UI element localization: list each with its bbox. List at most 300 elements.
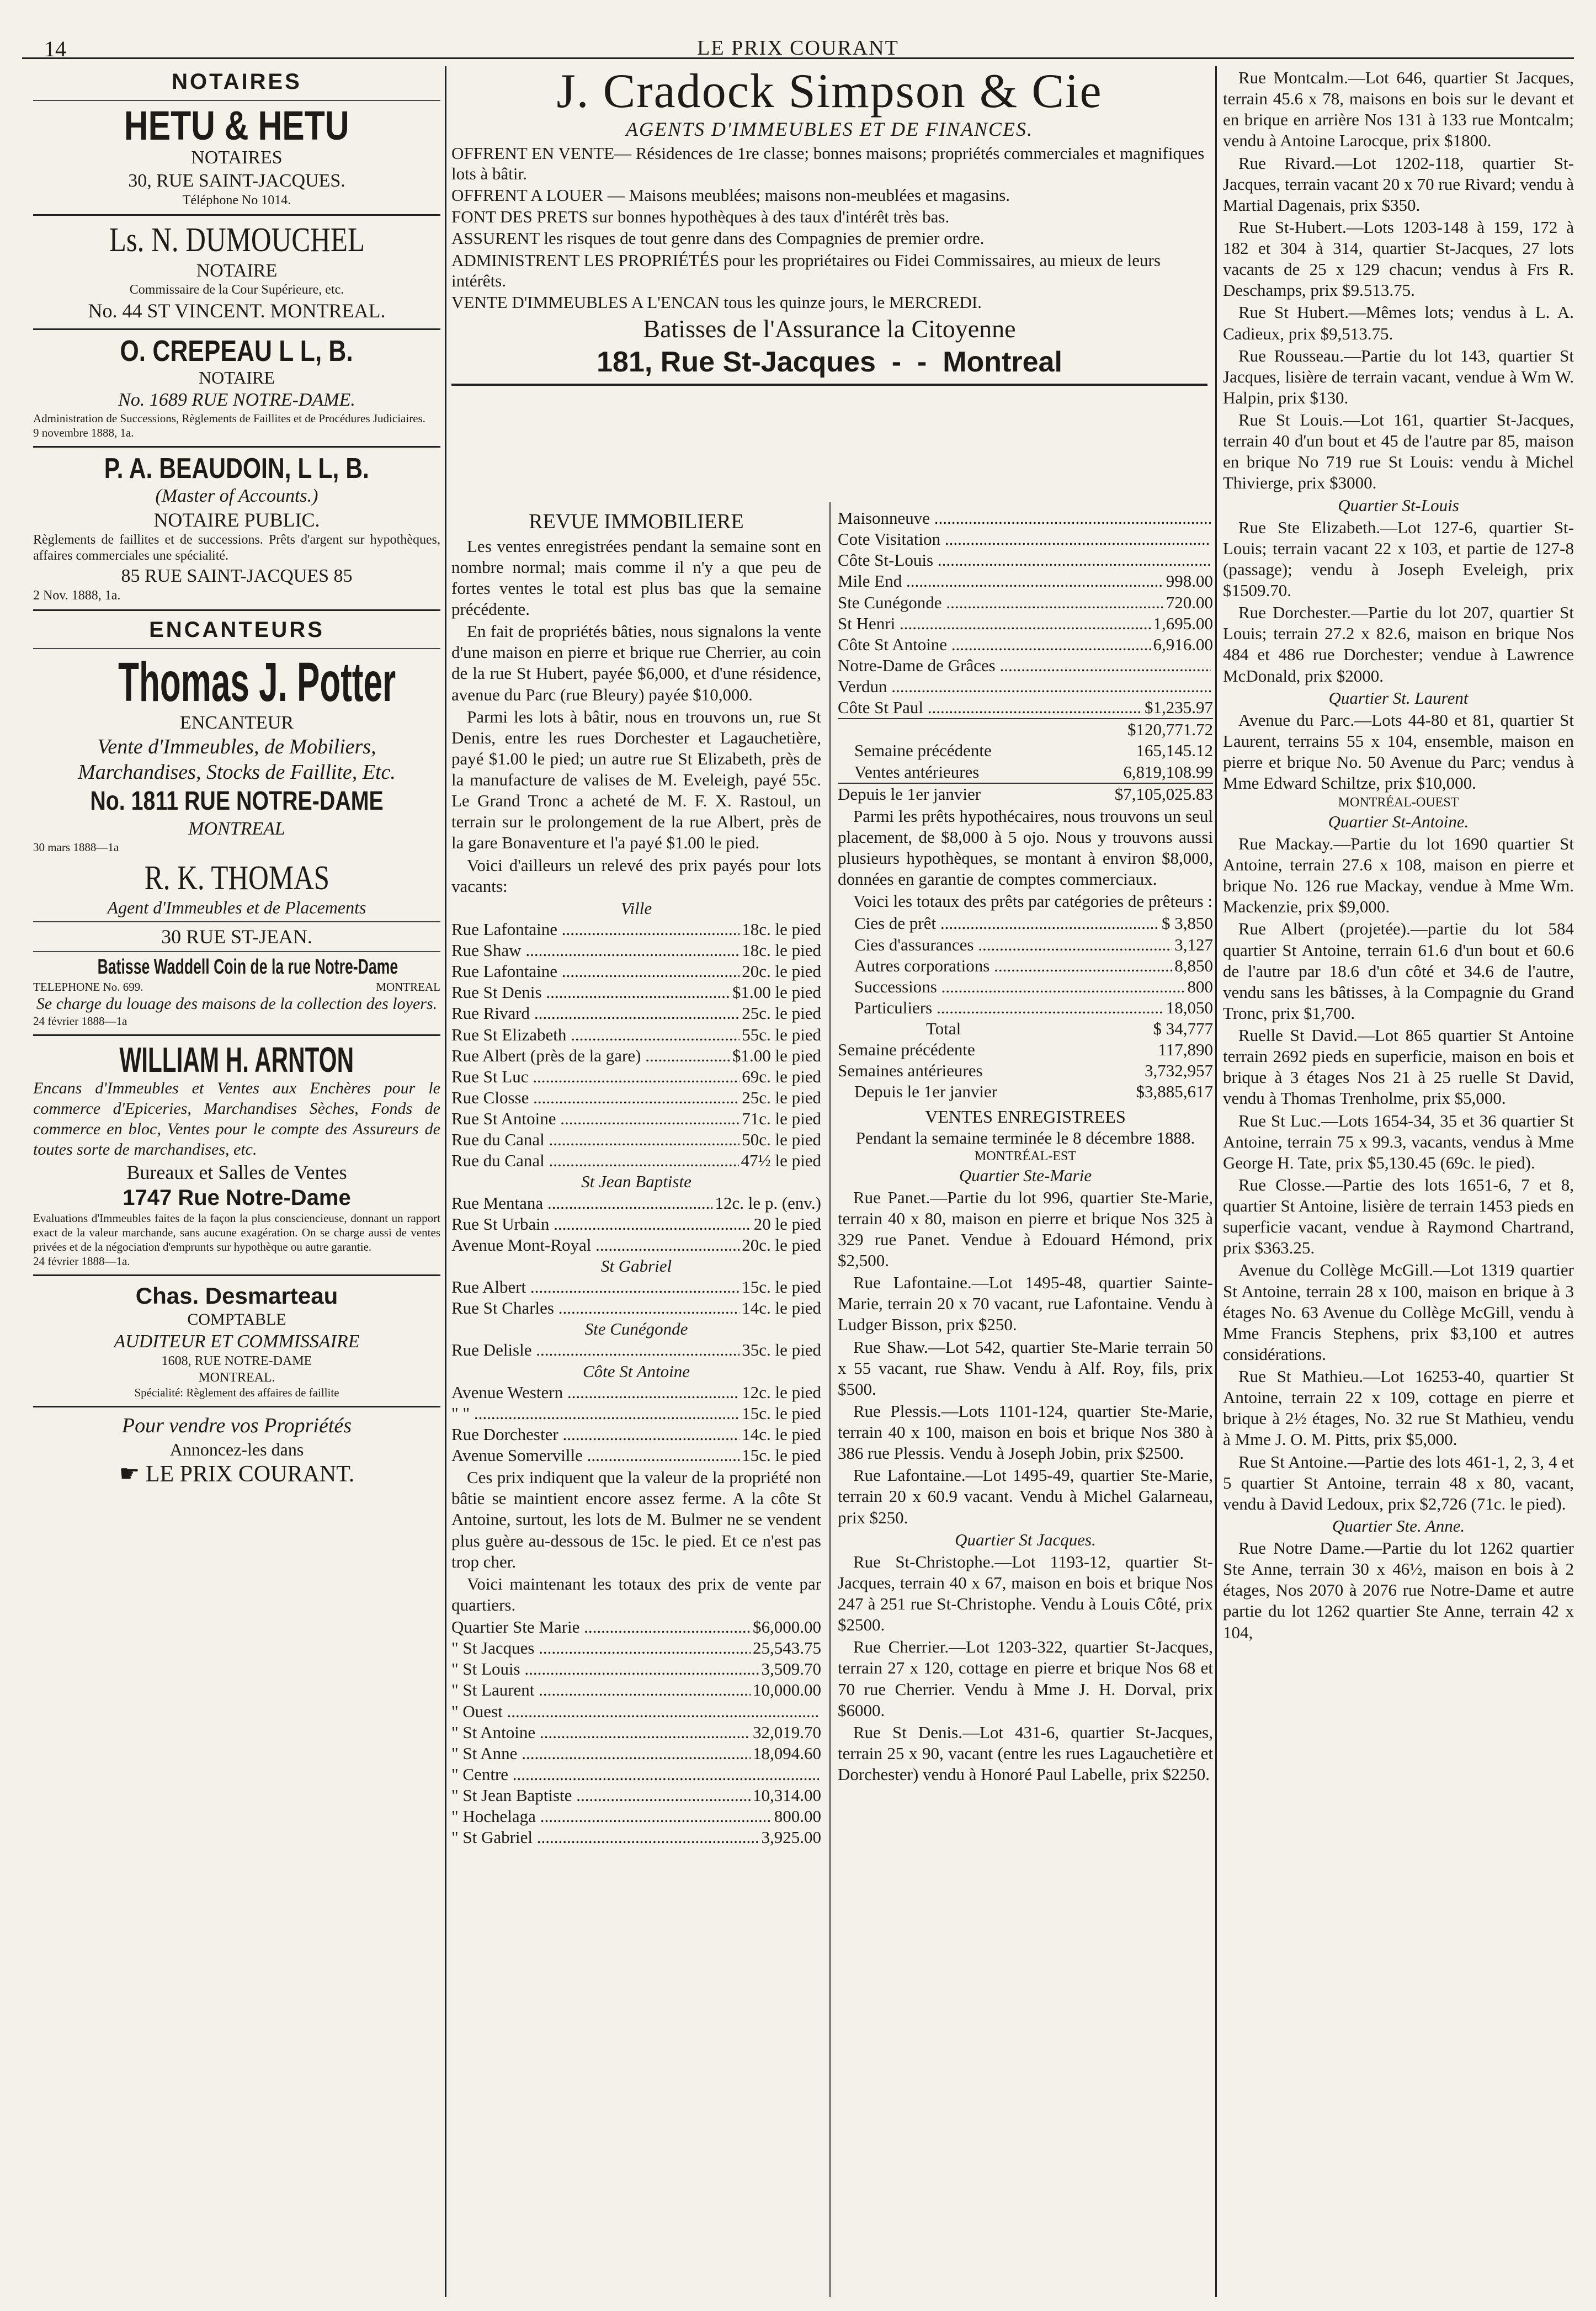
lot-price-row-label: Rue Rivard ..... [451,1003,740,1024]
pret-row-value: $ 3,850 [1162,913,1213,933]
lot-price-row-value: 12c. le p. (env.) [715,1193,821,1213]
place-row [838,529,1213,550]
revue-paragraph: Les ventes enregistrées pendant la semaine sont en nombre normal; mais comme il n'y a que peu de fortes ventes le total est plus bas que la semaine précédente. [451,536,821,619]
cradock-building: Batisses de l'Assurance la Citoyenne [643,315,1016,343]
lot-price-row [451,1003,821,1024]
section-notaires: NOTAIRES [172,70,302,94]
place-row-value [1211,550,1213,571]
quartier-heading: Quartier Ste-Marie [959,1165,1092,1185]
lot-price-row-value: 15c. le pied [742,1277,821,1297]
potter-name: Thomas J. Potter [118,651,396,714]
ad-desmarteau [33,1279,440,1402]
lot-price-row-value: 25c. le pied [742,1087,821,1107]
quartier-heading: Quartier St-Antoine. [1328,811,1469,831]
revue-paragraph: Voici maintenant les totaux des prix de vente par quartiers. [451,1574,821,1614]
quartier-row [451,1764,821,1785]
prets-paragraph: Parmi les prêts hypothécaires, nous trouvons un seul placement, de $8,000 à 5 ojo. Nous y trouvons aussi plusieurs hypothèques, se montant à environ $8,000, données en garantie de comptes commerciaux. [838,806,1213,889]
quartier-row-value: 3,925.00 [761,1827,821,1847]
dumouchel-role: NOTAIRE [196,260,278,281]
place-row-value [1211,676,1213,697]
place-row-label: Côte St-Louis ..... [838,550,1211,571]
sale-entry: Rue Lafontaine.—Lot 1495-49, quartier Ste-Marie, terrain 20 x 60.9 vacant. Vendu à Michel Galarneau, prix $250. [838,1465,1213,1527]
quartier-totals [451,1617,821,1848]
montreal-est-heading: MONTRÉAL-EST [975,1149,1076,1164]
place-row-label: Ste Cunégonde ..... [838,592,1164,613]
thomas-phone: TELEPHONE No. 699. [33,980,143,994]
hetu-role: NOTAIRES [191,147,283,168]
prev-value: 165,145.12 [1136,741,1213,761]
pret-row-value: 8,850 [1174,955,1213,975]
cradock-line: OFFRENT A LOUER — Maisons meublées; maisons non-meublées et magasins. [451,185,1010,205]
desmarteau-role2: AUDITEUR ET COMMISSAIRE [114,1331,360,1352]
pret-row [854,934,1213,955]
quartier-row-value [819,1764,821,1785]
lot-price-row-value: 18c. le pied [742,919,821,939]
lot-price-row-label: Rue Albert ..... [451,1277,740,1298]
total-label: Total [926,1019,961,1038]
lot-price-row-label: Rue Delisle ..... [451,1340,740,1361]
lot-price-row-label: Rue St Elizabeth ..... [451,1024,740,1045]
group-heading: Côte St Antoine [582,1361,690,1381]
place-row-label: Verdun ..... [838,676,1211,697]
ventes-subheading: Pendant la semaine terminée le 8 décembre 1888. [855,1128,1195,1147]
beaudoin-address: 85 RUE SAINT-JACQUES 85 [121,565,353,586]
quartier-row-label: " Centre ..... [451,1764,819,1785]
revue-immobiliere [451,502,821,2297]
desmarteau-note: Spécialité: Règlement des affaires de faillite [134,1386,339,1400]
place-row-label: St Henri ..... [838,613,1151,634]
sum-value: $120,771.72 [1127,720,1213,740]
sale-entry: Rue St-Hubert.—Lots 1203-148 à 159, 172 à 182 et 304 à 314, quartier St-Jacques, 27 lots vacants de 25 x 129 chacun; vendus à Frs R. Deschamps, prix $9.513.75. [1223,217,1574,300]
quartier-row [451,1722,821,1743]
sale-entry: Rue Dorchester.—Partie du lot 207, quartier St Louis; terrain 27.2 x 82.6, maison en brique Nos 484 et 486 rue Dorchester; vendue à Lawrence McDonald, prix $2000. [1223,603,1574,686]
desmarteau-city: MONTREAL. [198,1370,275,1385]
arnton-address: 1747 Rue Notre-Dame [123,1186,351,1210]
prets-ant-value: 3,732,957 [1145,1061,1213,1081]
newspaper-page [22,34,1574,2297]
crepeau-note: Administration de Successions, Règlements de Faillites et de Procédures Judiciaires. [33,411,425,425]
lot-price-row [451,1445,821,1466]
revue-paragraph: En fait de propriétés bâties, nous signalons la vente d'une maison en pierre et brique rue Cherrier, au coin de la rue St Hubert, payée $6,000, et d'une résidence, avenue du Parc (rue Bleury) payée $10,000. [451,621,821,704]
place-row [838,508,1213,529]
masthead-title: LE PRIX COURANT [697,36,899,60]
desmarteau-name: Chas. Desmarteau [135,1282,338,1309]
ant-value: 6,819,108.99 [1123,762,1213,782]
lot-price-row-label: Rue Lafontaine ..... [451,961,740,982]
lot-price-row-value: 47½ le pied [741,1151,821,1171]
sale-entry: Rue Cherrier.—Lot 1203-322, quartier St-Jacques, terrain 27 x 120, cottage en pierre et brique Nos 68 et 70 rue Cherrier. Vendu à Mme J. H. Dorval, prix $6000. [838,1637,1213,1720]
prets-since-label: Depuis le 1er janvier [854,1082,998,1102]
place-row-value: 998.00 [1166,571,1213,591]
place-row-label: Côte St Antoine ..... [838,634,1151,655]
potter-role: ENCANTEUR [180,713,294,734]
quartier-row [451,1743,821,1764]
hetu-address: 30, RUE SAINT-JACQUES. [128,171,345,191]
column-revue [451,66,1213,2297]
lot-price-row-label: Rue Closse ..... [451,1087,740,1108]
st-jacques-sales [838,1552,1213,1785]
quartier-row-value: 32,019.70 [753,1722,821,1742]
pret-row-value: 3,127 [1174,934,1213,954]
thomas-desc: Se charge du louage des maisons de la collection des loyers. [36,995,438,1013]
arnton-sub: Bureaux et Salles de Ventes [126,1161,347,1183]
column-ventes [1223,66,1574,2297]
crepeau-role: NOTAIRE [199,367,275,387]
prets-list [838,913,1213,1018]
place-row-value: 1,695.00 [1153,613,1213,633]
sale-entry: Rue Montcalm.—Lot 646, quartier St Jacques, terrain 45.6 x 78, maisons en bois sur le devant et en brique en arrière Nos 131 à 133 rue Montcalm; vendu à Antoine Larocque, prix $1800. [1223,68,1574,151]
place-row-value [1211,529,1213,550]
place-row-label: Maisonneuve ..... [838,508,1211,529]
cradock-line: FONT DES PRETS sur bonnes hypothèques à des taux d'intérêt très bas. [451,207,950,227]
sale-entry: Rue St Luc.—Lots 1654-34, 35 et 36 quartier St Antoine, terrain 75 x 99.3, vacants, vendus à Mme George H. Tate, prix $5,130.45 (69c. le pied). [1223,1111,1574,1172]
lot-price-row [451,1298,821,1319]
pret-row [854,976,1213,997]
sale-entry: Rue St Louis.—Lot 161, quartier St-Jacques, terrain 40 d'un bout et 45 de l'autre par 85, maison en brique No 719 rue St Louis: vendu à Michel Thivierge, prix $3000. [1223,410,1574,493]
beaudoin-role: NOTAIRE PUBLIC. [153,508,320,531]
quartier-row-value [819,1701,821,1722]
dumouchel-note: Commissaire de la Cour Supérieure, etc. [129,283,344,297]
potter-date: 30 mars 1888—1a [33,841,119,854]
sale-entry: Avenue du Collège McGill.—Lot 1319 quartier St Antoine, terrain 28 x 100, maison en brique à 3 étages No. 63 Avenue du Collège McGill, vendu à Mme Francis Stephens, prix $3,100 et autres considérations. [1223,1260,1574,1364]
ad-hetu [33,103,440,211]
beaudoin-date: 2 Nov. 1888, 1a. [33,588,121,603]
sale-entry: Rue St Antoine.—Partie des lots 461-1, 2, 3, 4 et 5 quartier St Antoine, terrain 48 x 80, vacant, vendu à David Ledoux, prix $2,726 (71c. le pied). [1223,1452,1574,1513]
potter-desc: Vente d'Immeubles, de Mobiliers, Marchandises, Stocks de Faillite, Etc. [78,735,396,784]
quartier-row-value: $6,000.00 [753,1617,821,1637]
thomas-building: Batisse Waddell Coin de la rue Notre-Dame [97,955,398,979]
lot-price-row-label: Rue St Charles ..... [451,1298,740,1319]
sale-entry: Rue Plessis.—Lots 1101-124, quartier Ste-Marie, terrain 40 x 100, maison en bois et brique Nos 380 à 386 rue Plessis. Vendu à Joseph Jobin, prix $2500. [838,1401,1213,1463]
quartier-row [451,1659,821,1680]
lot-price-row-value: 18c. le pied [742,941,821,960]
pointing-hand-icon: ☛ [119,1462,140,1487]
quartier-row-value: 18,094.60 [753,1743,821,1763]
ste-marie-sales [838,1187,1213,1528]
lot-price-row-value: 20c. le pied [742,961,821,981]
sale-entry: Ruelle St David.—Lot 865 quartier St Antoine terrain 2692 pieds en superficie, maison en bois et brique à 3 étages Nos 21 à 25 ruelle St David, vendu à Thomas Trenholme, prix $5,000. [1223,1026,1574,1108]
lot-price-row-value: 71c. le pied [742,1109,821,1129]
place-row-value [1211,655,1213,676]
lot-price-row [451,1382,821,1403]
lot-price-row-value: 25c. le pied [742,1003,821,1023]
cradock-address: 181, Rue St-Jacques - - Montreal [597,346,1062,378]
beaudoin-sub: (Master of Accounts.) [155,485,318,506]
quartier-row [451,1638,821,1659]
pret-row-label: Cies de prêt ..... [854,913,1159,934]
thomas-name: R. K. THOMAS [144,859,329,897]
lot-price-row [451,1214,821,1235]
ad-promo [33,1411,440,1491]
revue-continued [838,502,1213,2297]
quartier-row-value: 25,543.75 [753,1638,821,1658]
lot-price-row [451,1024,821,1045]
pret-row-label: Successions ..... [854,976,1185,997]
st-antoine-sales [1223,833,1574,1515]
quartier-row [451,1617,821,1638]
arnton-note: Evaluations d'Immeubles faites de la façon la plus consciencieuse, donnant un rapport exact de la valeur marchande, sans aucune exagération. On se charge aussi de ventes privées et de la négociation d'emprunts sur hypothèque ou autre garantie. [33,1212,440,1254]
subcolumn-rule [829,502,831,2297]
cradock-line: ASSURENT les risques de tout genre dans des Compagnies de premier ordre. [451,229,985,248]
group-heading: Ville [620,898,652,918]
ad-arnton [33,1039,440,1271]
ste-anne-sales [1223,1538,1574,1643]
lot-price-row [451,940,821,961]
column-rule-2 [1215,66,1217,2297]
lot-price-row-value: 14c. le pied [742,1298,821,1318]
beaudoin-name: P. A. BEAUDOIN, L L, B. [104,452,370,485]
lot-price-row [451,1108,821,1129]
thomas-address: 30 RUE ST-JEAN. [161,925,312,948]
place-row [838,613,1213,634]
dumouchel-name: Ls. N. DUMOUCHEL [109,221,365,259]
place-totals [838,508,1213,718]
quartier-row-label: " St Louis ..... [451,1659,759,1680]
ad-crepeau [33,333,440,443]
prev-label: Semaine précédente [854,741,992,761]
ad-beaudoin [33,451,440,607]
prets-since-value: $3,885,617 [1136,1082,1213,1102]
lot-price-row-value: 50c. le pied [742,1130,821,1150]
lot-price-row-value: $1.00 le pied [732,1045,821,1065]
page-number: 14 [44,36,66,61]
column-rule-1 [445,66,446,2297]
crepeau-name: O. CREPEAU L L, B. [120,334,354,368]
quartier-row-label: " St Gabriel ..... [451,1827,759,1848]
quartier-heading: Quartier Ste. Anne. [1332,1516,1465,1536]
quartier-row-label: " St Jacques ..... [451,1638,751,1659]
lot-price-groups [451,898,821,1466]
group-heading: St Jean Baptiste [581,1172,691,1192]
lot-price-row-value: 55c. le pied [742,1024,821,1044]
cradock-name: J. Cradock Simpson & Cie [556,66,1103,118]
lot-price-row [451,982,821,1003]
crepeau-address: No. 1689 RUE NOTRE-DAME. [118,390,355,411]
beaudoin-note: Règlements de faillites et de successions. Prêts d'argent sur hypothèques, affaires commerciales une spécialité. [33,532,440,564]
since-label: Depuis le 1er janvier [838,784,981,804]
lot-price-row-value: 15c. le pied [742,1446,821,1465]
lot-price-row [451,1045,821,1066]
total-value: $ 34,777 [1153,1019,1213,1038]
lot-price-row-label: Avenue Western ..... [451,1382,740,1403]
pret-row-label: Autres corporations ..... [854,955,1172,976]
place-row-label: Côte St Paul ..... [838,697,1142,718]
place-row-label: Notre-Dame de Grâces ..... [838,655,1211,676]
quartier-row-value: 10,000.00 [753,1680,821,1700]
desmarteau-role: COMPTABLE [187,1310,286,1329]
sale-entry: Rue Lafontaine.—Lot 1495-48, quartier Sainte-Marie, terrain 20 x 70 vacant, rue Lafontaine. Vendu à Ludger Bisson, prix $250. [838,1273,1213,1335]
pret-row [854,955,1213,976]
lot-price-row [451,961,821,982]
lot-price-row [451,1277,821,1298]
dumouchel-address: No. 44 ST VINCENT. MONTREAL. [88,299,386,322]
quartier-row-label: " Ouest ..... [451,1701,819,1722]
cradock-lines [451,143,1207,313]
lot-price-row-label: " " ..... [451,1403,740,1424]
prets-ant-label: Semaines antérieures [838,1061,983,1081]
pret-row-value: 18,050 [1166,997,1213,1017]
quartier-row-value: 800.00 [774,1807,821,1826]
sale-entry: Rue Rousseau.—Partie du lot 143, quartier St Jacques, lisière de terrain vacant, vendue à Wm W. Halpin, prix $130. [1223,346,1574,407]
revue-paragraph: Ces prix indiquent que la valeur de la propriété non bâtie se maintient encore assez ferme. A la côte St Antoine, surtout, les lots de M. Bulmer ne se vendent plus guère au-dessous de 15c. le pied. Et ce n'est pas trop cher. [451,1468,821,1571]
section-encanteurs: ENCANTEURS [149,618,324,642]
page-header [22,34,1574,59]
desmarteau-address: 1608, RUE NOTRE-DAME [161,1354,312,1369]
sale-entry: Rue Shaw.—Lot 542, quartier Ste-Marie terrain 50 x 55 vacant, rue Shaw. Vendu à Alf. Roy, fils, prix $500. [838,1337,1213,1399]
lot-price-row [451,1235,821,1256]
lot-price-row-label: Rue St Antoine ..... [451,1108,740,1129]
thomas-date: 24 février 1888—1a [33,1014,127,1028]
sale-entry: Rue Notre Dame.—Partie du lot 1262 quartier Ste Anne, terrain 30 x 46½, maison en bois à 2 étages, Nos 2070 à 2076 rue Notre-Dame et autre partie du lot 1262 quartier Ste Anne, terrain 42 x 104, [1223,1538,1574,1642]
quartier-row-label: " St Anne ..... [451,1743,751,1764]
ad-cradock [451,66,1207,389]
lot-price-row-value: 69c. le pied [742,1066,821,1086]
st-laurent-sales [1223,710,1574,794]
promo-line2: Annoncez-les dans [169,1439,304,1459]
lot-price-row [451,1424,821,1445]
quartier-heading: Quartier St Jacques. [955,1529,1096,1549]
lot-price-row-value: 20c. le pied [742,1235,821,1255]
sale-entry: Rue Albert (projetée).—partie du lot 584 quartier St Antoine, terrain 61.6 d'un bout et 60.6 de l'autre par 18.6 d'un côté et 34.6 de l'autre, vendu sans les bâtisses, à la Compagnie du Grand Tronc, prix $1,700. [1223,919,1574,1023]
lot-price-row [451,1066,821,1087]
sale-entry: Rue Panet.—Partie du lot 996, quartier Ste-Marie, terrain 40 x 80, maison en pierre et brique Nos 325 à 329 rue Panet. Vendue à Edouard Hémond, prix $2,500. [838,1187,1213,1270]
lot-price-row [451,1193,821,1214]
lot-price-row-label: Rue Lafontaine ..... [451,919,740,940]
quartier-row [451,1827,821,1848]
lot-price-row-label: Rue Mentana ..... [451,1193,712,1214]
arnton-desc: Encans d'Immeubles et Ventes aux Enchères pour le commerce d'Epiceries, Marchandises Sèches, Fonds de commerce en bloc, Ventes pour le compte des Assureurs de toutes sorte de marchandises, etc. [33,1079,440,1159]
lot-price-row-label: Rue St Luc ..... [451,1066,740,1087]
pret-row-label: Particuliers ..... [854,997,1164,1018]
prets-intro: Voici les totaux des prêts par catégories de prêteurs : [853,891,1213,911]
lot-price-row-label: Rue St Denis ..... [451,982,730,1003]
quartier-row [451,1680,821,1701]
ad-dumouchel [33,219,440,325]
revue-paragraph: Parmi les lots à bâtir, nous en trouvons un, rue St Denis, entre les rues Dorchester et Lagauchetière, payé $1.00 le pied; un autre rue St Elizabeth, près de la manufacture de valises de M. Eveleigh, payé 55c. Le Grand Tronc a acheté de M. F. X. Rastoul, un terrain sur le prolongement de la rue Albert, près de la gare Bonaventure et l'a payé $1.00 le pied. [451,706,821,853]
lot-price-row-label: Rue Dorchester ..... [451,1424,740,1445]
place-row-value: 720.00 [1166,592,1213,612]
lot-price-row [451,1340,821,1361]
crepeau-date: 9 novembre 1888, 1a. [33,426,134,439]
lot-price-row-value: 14c. le pied [742,1424,821,1444]
quartier-row [451,1785,821,1806]
quartier-row-label: " Hochelaga ..... [451,1806,772,1827]
sale-entry: Avenue du Parc.—Lots 44-80 et 81, quartier St Laurent, terrains 55 x 104, ensemble, maison en pierre et brique No. 50 Avenue du Parc; vendus à Mme Edward Schiltze, prix $10,000. [1223,710,1574,793]
pret-row [854,913,1213,934]
cradock-line: OFFRENT EN VENTE— Résidences de 1re classe; bonnes maisons; propriétés commerciales et magnifiques lots à bâtir. [451,143,1205,183]
promo-line1: Pour vendre vos Propriétés [121,1414,352,1437]
prets-prev-value: 117,890 [1158,1040,1213,1060]
st-jacques-sales-continued [1223,67,1574,494]
lot-price-row [451,919,821,940]
lot-price-row-label: Rue du Canal ..... [451,1150,739,1171]
group-heading: Ste Cunégonde [584,1319,688,1339]
lot-price-row-value: 20 le pied [753,1214,821,1234]
place-row [838,592,1213,613]
lot-price-row [451,1087,821,1108]
pret-row [854,997,1213,1018]
lot-price-row-label: Rue du Canal ..... [451,1129,740,1150]
pret-row-label: Cies d'assurances ..... [854,934,1172,955]
quartier-row-label: " St Laurent ..... [451,1680,751,1701]
sale-entry: Rue St-Christophe.—Lot 1193-12, quartier St-Jacques, terrain 40 x 67, maison en bois et brique Nos 247 à 251 rue St-Christophe. Vendu à Louis Côté, prix $2500. [838,1552,1213,1635]
column-advertisements [33,66,440,2297]
lot-price-row-value: 15c. le pied [742,1403,821,1423]
group-heading: St Gabriel [600,1256,672,1276]
lot-price-row-label: Avenue Mont-Royal ..... [451,1235,740,1256]
quartier-row-value: 10,314.00 [753,1786,821,1805]
place-row-label: Mile End ..... [838,571,1164,592]
arnton-name: WILLIAM H. ARNTON [119,1040,354,1080]
place-row [838,676,1213,697]
lot-price-row [451,1403,821,1424]
place-row [838,634,1213,655]
ad-potter [33,651,440,857]
cradock-line: VENTE D'IMMEUBLES A L'ENCAN tous les quinze jours, le MERCREDI. [451,292,982,312]
place-row-value [1211,508,1213,529]
ventes-heading: VENTES ENREGISTREES [925,1106,1126,1127]
sale-entry: Rue St Hubert.—Mêmes lots; vendus à L. A. Cadieux, prix $9,513.75. [1223,302,1574,343]
place-row-value: 6,916.00 [1153,634,1213,654]
quartier-row [451,1806,821,1827]
place-row-value: $1,235.97 [1145,698,1213,718]
potter-address: No. 1811 RUE NOTRE-DAME [90,787,384,816]
revue-title: REVUE IMMOBILIERE [529,510,744,533]
sale-entry: Rue Ste Elizabeth.—Lot 127-6, quartier St-Louis; terrain vacant 22 x 103, et partie de 127-8 (passage); vendu à Joseph Eveleigh, prix $1509.70. [1223,517,1574,600]
sale-entry: Rue Rivard.—Lot 1202-118, quartier St-Jacques, terrain vacant 20 x 70 rue Rivard; vendu à Martial Dagenais, prix $350. [1223,153,1574,215]
montreal-ouest-heading: MONTRÉAL-OUEST [1338,795,1459,810]
lot-price-row-label: Rue St Urbain ..... [451,1214,752,1235]
hetu-phone: Téléphone No 1014. [182,193,291,208]
lot-price-row [451,1150,821,1171]
quartier-row-value: 3,509.70 [761,1659,821,1679]
cradock-line: ADMINISTRENT LES PROPRIÉTÉS pour les propriétaires ou Fidei Commissaires, au mieux de leurs intérêts. [451,250,1161,290]
quartier-row [451,1701,821,1722]
since-value: $7,105,025.83 [1114,784,1213,804]
quartier-row-label: " St Jean Baptiste ..... [451,1785,751,1806]
hetu-name: HETU & HETU [124,103,349,149]
ad-thomas [33,857,440,1031]
quartier-row-label: " St Antoine ..... [451,1722,751,1743]
prets-prev-label: Semaine précédente [838,1040,975,1060]
arnton-date: 24 février 1888—1a. [33,1254,130,1268]
place-row-label: Cote Visitation ..... [838,529,1211,550]
potter-city: MONTREAL [188,819,285,840]
ant-label: Ventes antérieures [854,762,980,782]
sale-entry: Rue Closse.—Partie des lots 1651-6, 7 et 8, quartier St Antoine, lisière de terrain 1453 pieds en superficie vacant, vendue à Raymond Chartrand, prix $363.25. [1223,1175,1574,1258]
promo-line3: LE PRIX COURANT. [145,1462,355,1487]
thomas-role: Agent d'Immeubles et de Placements [107,897,366,918]
revue-paragraph: Voici d'ailleurs un relevé des prix payés pour lots vacants: [451,855,821,896]
st-louis-sales [1223,517,1574,687]
lot-price-row-value: 12c. le pied [742,1382,821,1402]
thomas-city: MONTREAL [376,980,440,994]
lot-price-row-label: Rue Shaw ..... [451,940,740,961]
place-row [838,550,1213,571]
place-row [838,655,1213,676]
place-row [838,571,1213,592]
quartier-heading: Quartier St-Louis [1338,495,1459,515]
pret-row-value: 800 [1187,976,1213,996]
lot-price-row [451,1129,821,1150]
quartier-heading: Quartier St. Laurent [1328,688,1469,708]
lot-price-row-label: Avenue Somerville ..... [451,1445,740,1466]
lot-price-row-label: Rue Albert (près de la gare) ..... [451,1045,730,1066]
sale-entry: Rue Mackay.—Partie du lot 1690 quartier St Antoine, terrain 27.6 x 108, maison en pierre et brique No. 126 rue Mackay, vendue à Mme Wm. Mackenzie, prix $9,000. [1223,833,1574,917]
lot-price-row-value: 35c. le pied [742,1340,821,1360]
place-row [838,697,1213,718]
lot-price-row-value: $1.00 le pied [732,982,821,1002]
